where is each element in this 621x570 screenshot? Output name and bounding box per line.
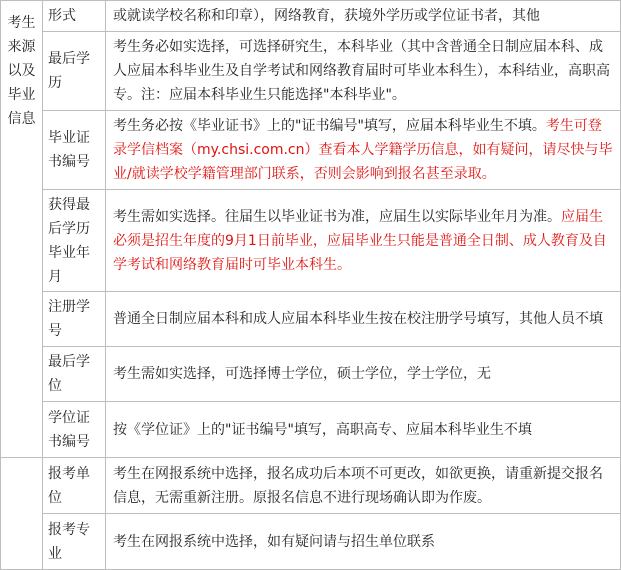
description-cell <box>106 458 621 514</box>
field-label-cell <box>43 347 106 402</box>
description-text: 考生在网报系统中选择，报名成功后本项不可更改，如欲更换，请重新提交报名信息，无需重新注册。原报名信息不进行现场确认即为作废。 <box>113 465 603 506</box>
field-label-cell <box>43 1 106 32</box>
description-text: 考生务必按《毕业证书》上的"证书编号"填写，应届本科毕业生不填。 <box>113 118 546 134</box>
category-cell <box>1 1 43 458</box>
field-label-cell <box>43 190 106 292</box>
field-label-cell <box>43 458 106 514</box>
table-row <box>1 514 621 570</box>
description-text: 普通全日制应届本科和成人应届本科毕业生按在校注册学号填写，其他人员不填 <box>113 311 603 327</box>
description-text: 考生务必如实选择，可选择研究生，本科毕业（其中含普通全日制应届本科、成人应届本科毕业生及自学考试和网络教育届时可毕业本科生），本科结业，高职高专。注：应届本科毕业生只能选择"本科毕业"。 <box>113 39 610 103</box>
description-text: 考生需如实选择。往届生以毕业证书为准，应届生以实际毕业年月为准。 <box>113 208 561 225</box>
field-label: 注册学号 <box>48 299 90 339</box>
table-row <box>1 347 621 402</box>
description-cell <box>106 402 621 458</box>
table-row <box>1 1 621 32</box>
field-label-cell <box>43 402 106 458</box>
table-row <box>1 190 621 292</box>
description-warning: 应届生必须是招生年度的9月1日前毕业，应届毕业生只能是普通全日制、成人教育及自学考试和网络教育届时可毕业本科生。 <box>113 208 607 273</box>
field-label-cell <box>43 111 106 190</box>
field-label: 形式 <box>48 8 76 24</box>
table-row <box>1 111 621 190</box>
field-label: 毕业证书编号 <box>48 130 90 170</box>
description-cell <box>106 514 621 570</box>
field-label: 报考专业 <box>48 521 90 562</box>
category-cell <box>1 458 43 570</box>
description-cell <box>106 292 621 347</box>
field-label: 学位证书编号 <box>48 409 90 450</box>
table-row <box>1 402 621 458</box>
field-label: 报考单位 <box>48 465 90 506</box>
field-label-cell <box>43 514 106 570</box>
description-text: 或就读学校名称和印章），网络教育，获境外学历或学位证书者，其他 <box>113 8 540 24</box>
table-row <box>1 32 621 111</box>
table-row <box>1 292 621 347</box>
description-cell <box>106 1 621 32</box>
description-cell <box>106 32 621 111</box>
field-label: 最后学历 <box>48 51 90 91</box>
description-text: 按《学位证》上的"证书编号"填写，高职高专、应届本科毕业生不填 <box>113 421 532 438</box>
category-label: 考生来源以及毕业信息 <box>7 15 36 127</box>
field-label: 最后学位 <box>48 354 90 394</box>
table-row <box>1 458 621 514</box>
field-label-cell <box>43 292 106 347</box>
description-cell <box>106 111 621 190</box>
description-cell <box>106 190 621 292</box>
description-text: 考生在网报系统中选择，如有疑问请与招生单位联系 <box>113 533 435 550</box>
field-label-cell <box>43 32 106 111</box>
description-cell <box>106 347 621 402</box>
description-warning: 考生可登录学信档案（my.chsi.com.cn）查看本人学籍学历信息，如有疑问，请尽快与毕业/就读学校学籍管理部门联系，否则会影响到报名甚至录取。 <box>113 118 613 182</box>
description-text: 考生需如实选择，可选择博士学位，硕士学位，学士学位，无 <box>113 366 491 382</box>
field-label: 获得最后学历毕业年月 <box>48 196 90 285</box>
